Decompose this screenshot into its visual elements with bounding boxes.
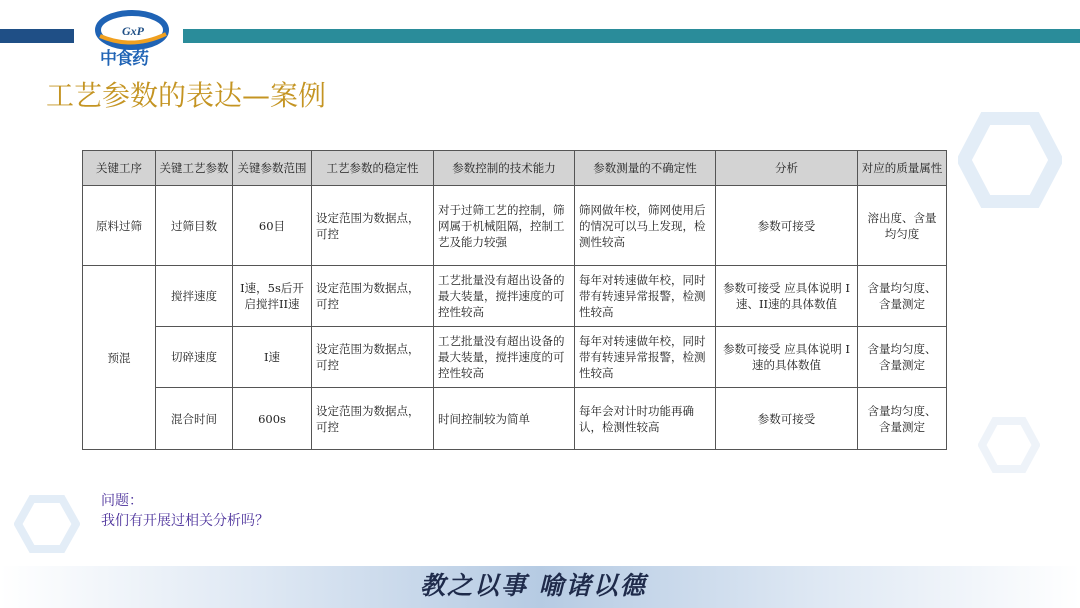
table-cell: 参数可接受 [716, 388, 858, 450]
table-cell: 筛网做年校，筛网使用后的情况可以马上发现，检测性较高 [575, 186, 716, 266]
table-row [83, 388, 947, 450]
column-header: 分析 [716, 151, 858, 186]
question-block [101, 491, 269, 531]
table-row [83, 186, 947, 266]
column-header: 工艺参数的稳定性 [312, 151, 434, 186]
logo-text: 中食药 [100, 49, 148, 69]
table-cell: 工艺批量没有超出设备的最大装量，搅拌速度的可控性较高 [434, 266, 575, 327]
column-header: 关键工艺参数 [156, 151, 233, 186]
table-cell: 时间控制较为简单 [434, 388, 575, 450]
table-cell: 600s [233, 388, 312, 450]
process-parameter-table [82, 150, 947, 450]
footer-motto: 教之以事 喻诸以德 [420, 571, 647, 600]
table-cell: 含量均匀度、含量测定 [858, 327, 947, 388]
table-cell: 参数可接受 [716, 186, 858, 266]
table-cell: 含量均匀度、含量测定 [858, 388, 947, 450]
table-cell: 每年会对计时功能再确认，检测性较高 [575, 388, 716, 450]
table-cell: 预混 [83, 266, 156, 450]
table-cell: I速 [233, 327, 312, 388]
table-cell: 切碎速度 [156, 327, 233, 388]
table-cell: 含量均匀度、含量测定 [858, 266, 947, 327]
table-cell: 60目 [233, 186, 312, 266]
table-cell: 混合时间 [156, 388, 233, 450]
hexagon-decoration-icon [14, 494, 80, 554]
table-cell: 原料过筛 [83, 186, 156, 266]
table-cell: 搅拌速度 [156, 266, 233, 327]
question-label: 问题： [101, 493, 143, 509]
table-cell: 设定范围为数据点，可控 [312, 388, 434, 450]
table-row [83, 266, 947, 327]
table-cell: 设定范围为数据点，可控 [312, 186, 434, 266]
table-cell: 溶出度、含量均匀度 [858, 186, 947, 266]
column-header: 参数测量的不确定性 [575, 151, 716, 186]
slide-title: 工艺参数的表达—案例 [46, 79, 327, 112]
column-header: 参数控制的技术能力 [434, 151, 575, 186]
hexagon-decoration-icon [978, 416, 1040, 474]
column-header: 对应的质量属性 [858, 151, 947, 186]
table-row [83, 327, 947, 388]
table-cell: 工艺批量没有超出设备的最大装量，搅拌速度的可控性较高 [434, 327, 575, 388]
table-header-row [83, 151, 947, 186]
column-header: 关键参数范围 [233, 151, 312, 186]
header-bar-right [183, 29, 1080, 43]
hexagon-decoration-icon [958, 112, 1062, 208]
table-cell: 过筛目数 [156, 186, 233, 266]
table-cell: 每年对转速做年校，同时带有转速异常报警，检测性较高 [575, 266, 716, 327]
question-text: 我们有开展过相关分析吗？ [101, 513, 269, 529]
table-cell: 对于过筛工艺的控制，筛网属于机械阻隔，控制工艺及能力较强 [434, 186, 575, 266]
table-cell: 设定范围为数据点，可控 [312, 266, 434, 327]
table-cell: I速，5s后开启搅拌II速 [233, 266, 312, 327]
table-cell: 设定范围为数据点，可控 [312, 327, 434, 388]
header-bar-left [0, 29, 74, 43]
table-cell: 参数可接受 应具体说明 I速的具体数值 [716, 327, 858, 388]
table-cell: 每年对转速做年校，同时带有转速异常报警，检测性较高 [575, 327, 716, 388]
column-header: 关键工序 [83, 151, 156, 186]
logo-gxp: GxP [122, 24, 144, 38]
table-cell: 参数可接受 应具体说明 I速、II速的具体数值 [716, 266, 858, 327]
